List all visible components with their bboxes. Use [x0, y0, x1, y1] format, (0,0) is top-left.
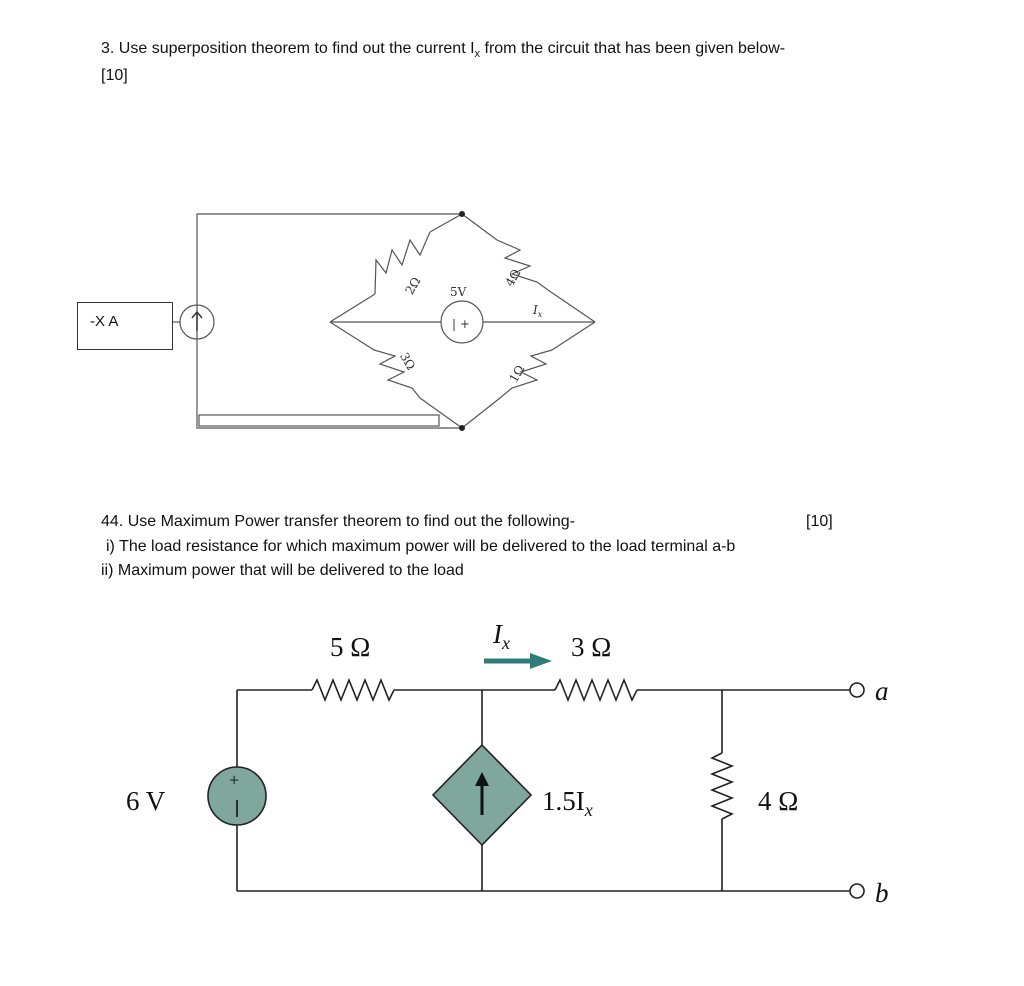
resistor-3ohm [555, 680, 637, 700]
source-plus-sign: + [229, 770, 240, 790]
question-4-title: 44. Use Maximum Power transfer theorem to find out the following- [101, 513, 575, 530]
terminal-a-circle [850, 683, 864, 697]
label-terminal-b: b [875, 878, 889, 908]
ix-arrow-head [530, 653, 552, 669]
label-ix: $I_x$ [493, 619, 510, 653]
label-3ohm: 3 Ω [571, 632, 612, 662]
question-4-item-1: i) The load resistance for which maximum power will be delivered to the load terminal a-b [106, 538, 736, 555]
label-dependent-source: $1.5I_x$ [542, 786, 593, 820]
resistor-5ohm [312, 680, 394, 700]
label-2ohm: 2Ω [402, 274, 424, 297]
label-terminal-a: a [875, 676, 889, 706]
resistor-4ohm [712, 753, 732, 819]
current-source-label-box: -X A [77, 302, 173, 350]
label-5ohm: 5 Ω [330, 632, 371, 662]
label-4ohm: 4 Ω [758, 786, 799, 816]
label-5v: 5V [450, 285, 467, 299]
label-ix: $I_x$ [533, 303, 543, 319]
label-3ohm: 3Ω [397, 350, 418, 373]
label-6v: 6 V [126, 786, 166, 816]
label-4ohm: 4Ω [502, 266, 524, 289]
question-3-text: 3. Use superposition theorem to find out the current $I_x$ from the circuit that has been given below- [101, 40, 786, 61]
question-4-marks: [10] [806, 513, 833, 530]
question-4-item-2: ii) Maximum power that will be delivered to the load [101, 562, 464, 579]
question-3-marks: [10] [101, 67, 128, 84]
label-1ohm: 1Ω [506, 362, 528, 385]
voltage-source-signs: | + [452, 317, 470, 331]
terminal-b-circle [850, 884, 864, 898]
